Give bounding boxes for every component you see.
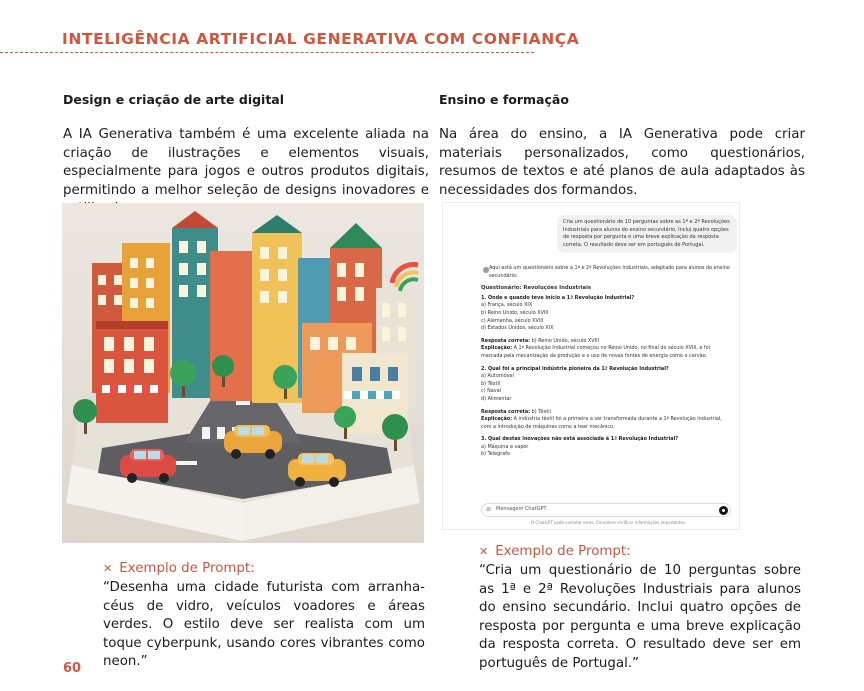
chat-user-message: Cria um questionário de 10 perguntas sobre as 1ª e 2ª Revoluções Industriais para alunos do ensino secundário. Inclui quatro opções de resposta por pergunta e uma breve explicação da resposta correta. O resultado deve ser em português de Portugal.	[557, 215, 737, 253]
close-x-icon: ✕	[103, 562, 113, 575]
q2-explanation-text: A indústria têxtil foi a primeira a ser transformada durante a 1ª Revolução Industrial, com a introdução de máquinas como a tear mecânico.	[481, 416, 722, 430]
left-column	[63, 92, 429, 219]
city-illustration	[62, 203, 424, 543]
q1-explanation-label: Explicação:	[481, 345, 513, 352]
header-divider	[0, 52, 534, 53]
left-paragraph: A IA Generativa também é uma excelente aliada na criação de ilustrações e elementos visuais, especialmente para jogos e outros produtos digitais, permitindo a melhor seleção de designs inovadores e	[63, 127, 429, 198]
send-icon[interactable]	[719, 506, 728, 515]
close-x-icon: ✕	[479, 545, 489, 558]
q2-answer	[481, 409, 731, 417]
q1-option: d) Estados Unidos, século XIX	[481, 325, 554, 332]
right-prompt-label-text: Exemplo de Prompt:	[495, 544, 631, 559]
q2-answer-value: b) Têxtil	[531, 408, 551, 415]
q2-option: c) Naval	[481, 388, 502, 395]
right-prompt-label	[479, 544, 631, 559]
chatgpt-screenshot	[442, 202, 740, 530]
q2-option: b) Têxtil	[481, 380, 501, 387]
chat-assistant-response	[481, 265, 731, 459]
header-title: INTELIGÊNCIA ARTIFICIAL GENERATIVA COM CONFIANÇA	[62, 30, 580, 48]
q1-explanation-text: A 1ª Revolução Industrial começou no Reino Unido, no final do século XVIII, e foi marcada pela mecanização da produção e o uso de novas fontes de energia como o carvão.	[481, 345, 711, 359]
left-heading: Design e criação de arte digital	[63, 92, 285, 107]
q3-question: 3. Qual destas inovações não está associada à 1ª Revolução Industrial?	[481, 436, 679, 443]
quiz-title: Questionário: Revoluções Industriais	[481, 285, 592, 292]
q1-answer-value: b) Reino Unido, século XVIII	[531, 337, 599, 344]
q2-answer-label: Resposta correta:	[481, 408, 531, 415]
chat-input-placeholder: Mensagem ChatGPT	[496, 506, 547, 512]
left-prompt-label-text: Exemplo de Prompt:	[119, 561, 255, 576]
q1-explanation	[481, 345, 731, 360]
city-illustration-svg	[62, 203, 424, 543]
q1-option: c) Alemanha, século XVIII	[481, 317, 544, 324]
right-paragraph: Na área do ensino, a IA Generativa pode criar materiais personalizados, como questionários, resumos de textos e até planos de aula adaptados às necessidades dos formandos.	[439, 127, 805, 198]
q2-explanation-label: Explicação:	[481, 416, 513, 423]
q2-option: d) Alimentar	[481, 395, 512, 402]
left-prompt-text: “Desenha uma cidade futurista com arranha-céus de vidro, veículos voadores e áreas verdes. O estilo deve ser realista com um toque cyberpunk, usando cores vibrantes como neon.”	[103, 580, 425, 669]
q2-explanation	[481, 416, 731, 431]
attach-icon[interactable]: ⊘	[486, 506, 492, 513]
q1-answer-label: Resposta correta:	[481, 337, 531, 344]
q3-option: a) Máquina a vapor	[481, 443, 529, 450]
q1-question: 1. Onde e quando teve início a 1ª Revolução Industrial?	[481, 294, 635, 301]
page-number: 60	[63, 661, 82, 676]
chat-message-input[interactable]	[481, 503, 731, 517]
right-heading: Ensino e formação	[439, 92, 569, 107]
q1-option: a) França, século XIX	[481, 302, 533, 309]
chat-intro: Aqui está um questionário sobre a 1ª e 2ª Revoluções Industriais, adaptado para alunos do ensino secundário:	[489, 265, 730, 279]
right-prompt-text: “Cria um questionário de 10 perguntas sobre as 1ª e 2ª Revoluções Industriais para alunos do ensino secundário. Inclui quatro opções de resposta por pergunta e uma breve explicação da resposta correta. O resultado deve ser em português de Portugal.”	[479, 563, 801, 671]
q3-option: b) Telégrafo	[481, 451, 510, 458]
q2-question: 2. Qual foi a principal indústria pioneira da 1ª Revolução Industrial?	[481, 365, 669, 372]
q1-option: b) Reino Unido, século XVIII	[481, 309, 549, 316]
left-prompt-label	[103, 561, 255, 576]
right-column	[439, 92, 805, 200]
chat-disclaimer: O ChatGPT pode cometer erros. Considere verificar informações importantes.	[531, 520, 687, 525]
q2-option: a) Automóvel	[481, 373, 514, 380]
